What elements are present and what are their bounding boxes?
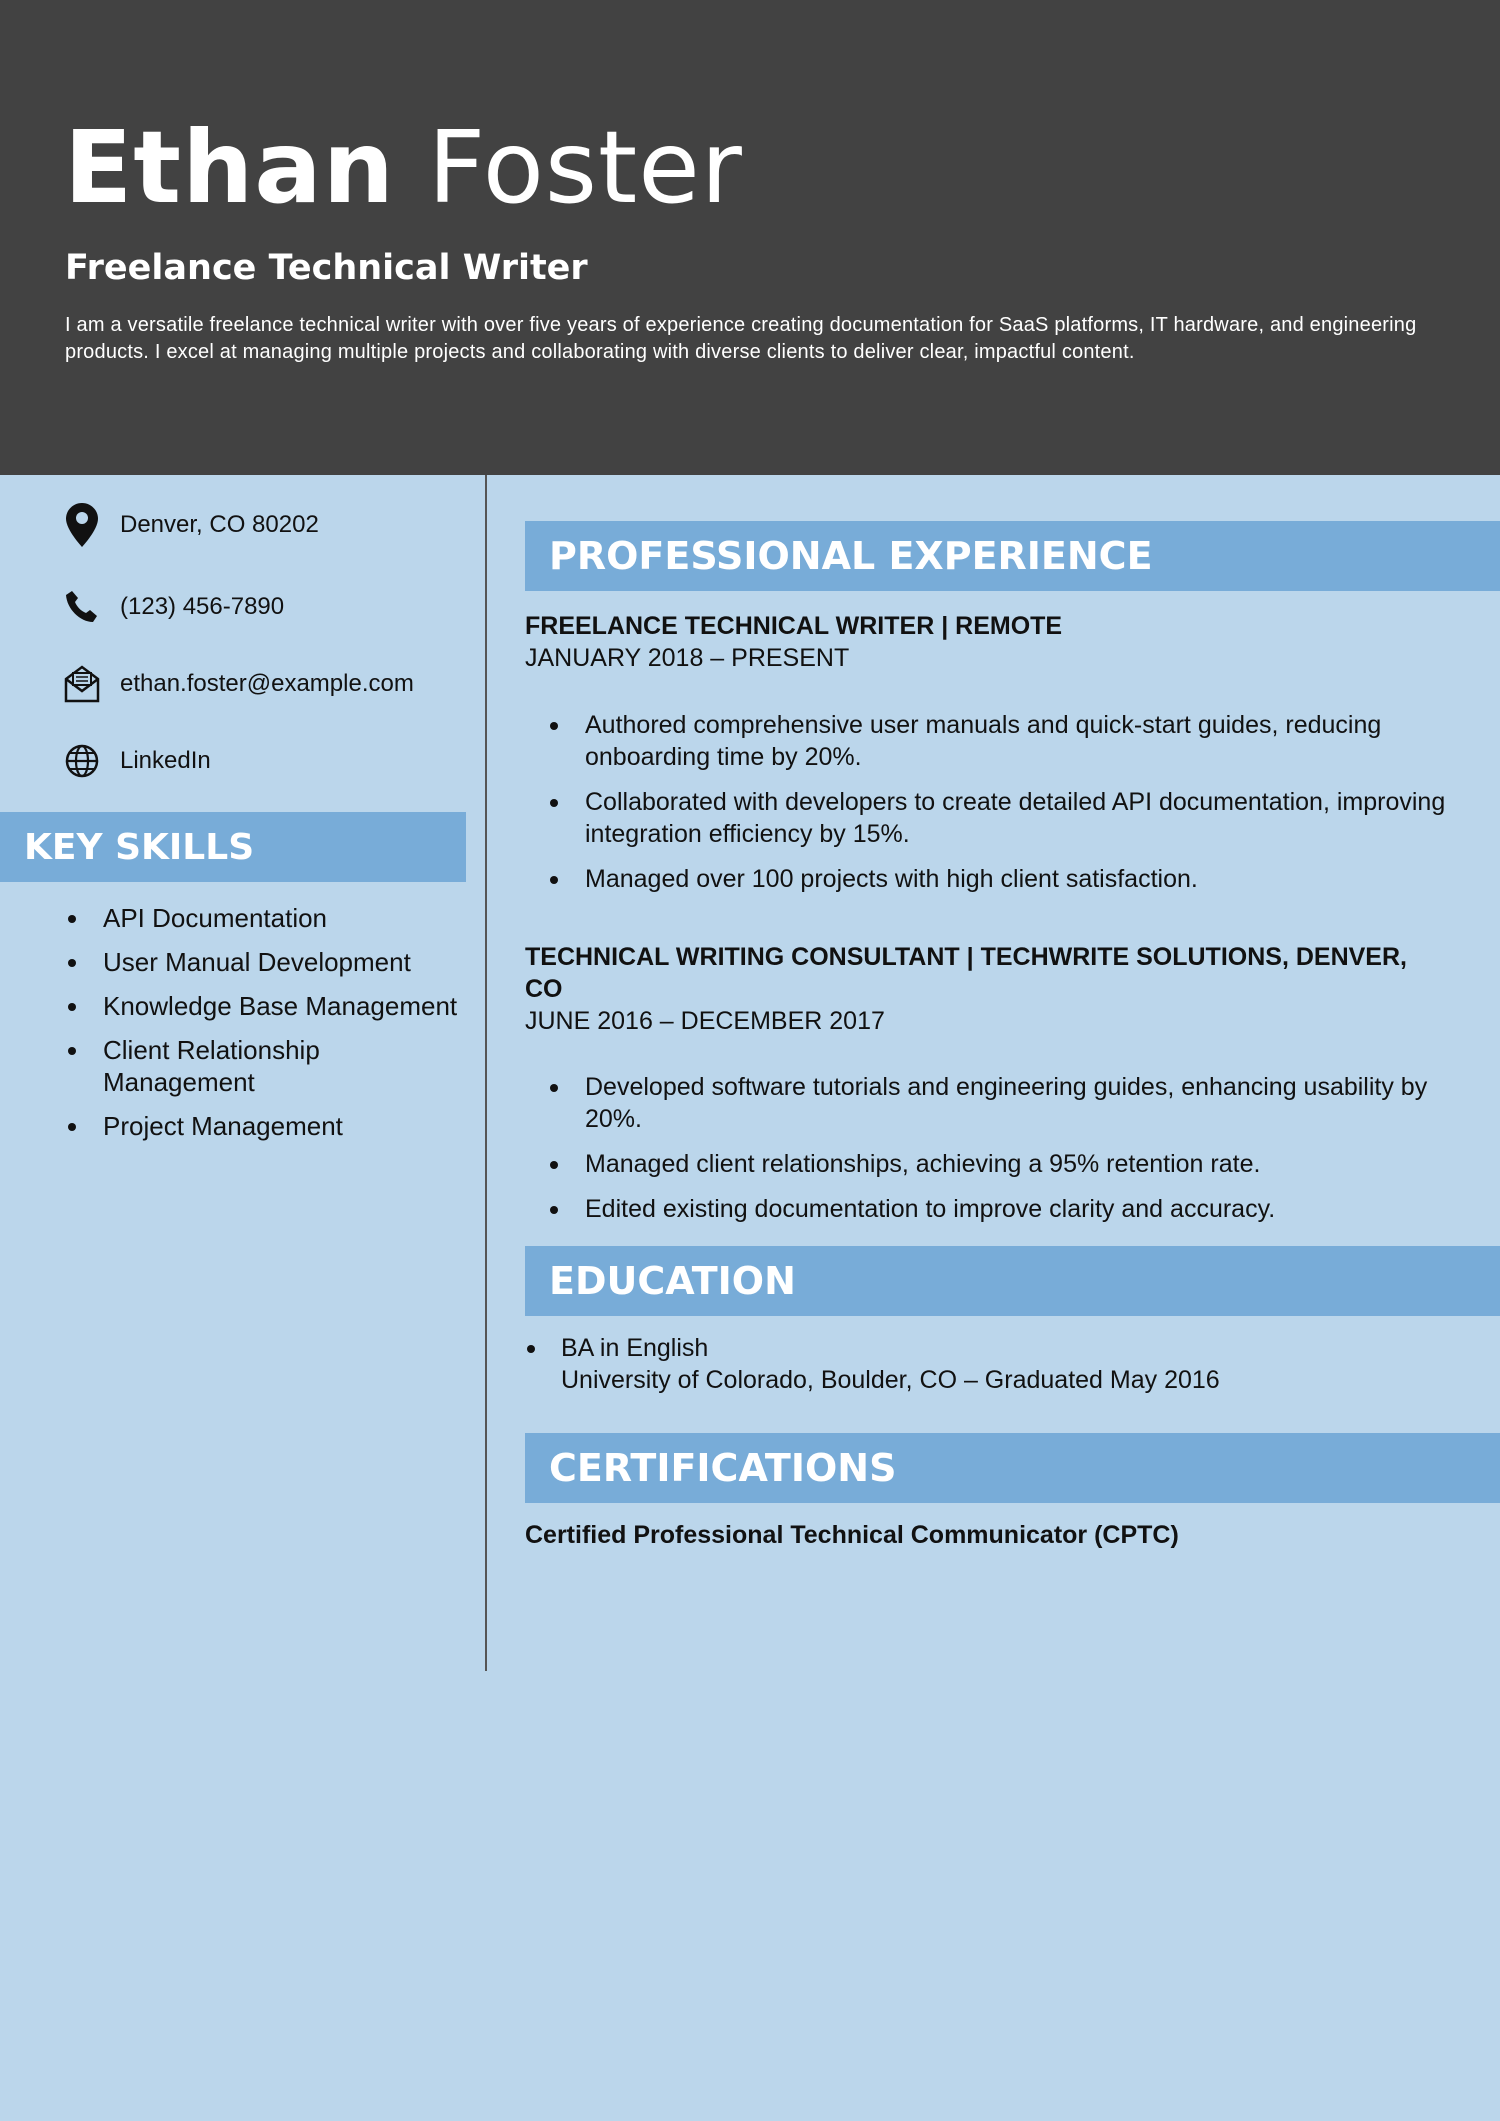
education-heading: EDUCATION — [525, 1246, 1500, 1316]
list-item: User Manual Development — [62, 946, 482, 978]
education-list — [525, 1332, 1455, 1396]
list-item: API Documentation — [62, 902, 482, 934]
experience-heading: PROFESSIONAL EXPERIENCE — [525, 521, 1500, 591]
school: University of Colorado, Boulder, CO – Graduated May 2016 — [561, 1366, 1220, 1394]
certification-item: Certified Professional Technical Communicator (CPTC) — [525, 1521, 1179, 1549]
certifications-heading: CERTIFICATIONS — [525, 1433, 1500, 1503]
key-skills-heading: KEY SKILLS — [0, 812, 466, 882]
list-item — [525, 1332, 1455, 1396]
list-item: Managed over 100 projects with high client satisfaction. — [525, 863, 1455, 895]
degree: BA in English — [561, 1334, 709, 1362]
map-pin-icon — [62, 502, 102, 548]
job-title: Freelance Technical Writer — [65, 248, 588, 288]
column-divider — [485, 475, 487, 1671]
first-name: Ethan — [64, 109, 395, 226]
list-item: Edited existing documentation to improve clarity and accuracy. — [525, 1193, 1455, 1225]
list-item: Developed software tutorials and engineering guides, enhancing usability by 20%. — [525, 1071, 1455, 1135]
contact-linkedin[interactable] — [62, 736, 211, 786]
list-item: Knowledge Base Management — [62, 990, 482, 1022]
globe-icon — [62, 738, 102, 784]
phone-icon — [62, 584, 102, 630]
list-item: Collaborated with developers to create detailed API documentation, improving integration efficiency by 15%. — [525, 786, 1455, 850]
skills-list — [62, 902, 482, 1154]
contact-location — [62, 500, 319, 550]
job-1-bullets — [525, 709, 1455, 908]
job-1-title: FREELANCE TECHNICAL WRITER | REMOTE — [525, 612, 1063, 640]
contact-phone — [62, 582, 284, 632]
email-text: ethan.foster@example.com — [120, 670, 414, 697]
list-item: Authored comprehensive user manuals and quick-start guides, reducing onboarding time by 20%. — [525, 709, 1455, 773]
job-1-dates: JANUARY 2018 – PRESENT — [525, 644, 850, 672]
job-2-dates: JUNE 2016 – DECEMBER 2017 — [525, 1007, 885, 1035]
job-2-bullets — [525, 1071, 1455, 1238]
professional-summary: I am a versatile freelance technical writer with over five years of experience creating documentation for SaaS platforms, IT hardware, and engineering products. I excel at managing multiple projects and collaborating with diverse clients to deliver clear, impactful content. — [65, 314, 1417, 363]
list-item: Managed client relationships, achieving a 95% retention rate. — [525, 1148, 1455, 1180]
list-item: Client Relationship Management — [62, 1034, 362, 1098]
contact-email — [62, 659, 414, 709]
location-text: Denver, CO 80202 — [120, 511, 319, 538]
linkedin-link[interactable]: LinkedIn — [120, 747, 211, 774]
email-icon — [62, 661, 102, 707]
job-2-title: TECHNICAL WRITING CONSULTANT | TECHWRITE SOLUTIONS, DENVER, CO — [525, 943, 1407, 1003]
list-item: Project Management — [62, 1110, 482, 1142]
phone-text: (123) 456-7890 — [120, 593, 285, 620]
candidate-name — [64, 108, 743, 228]
resume-header — [0, 0, 1500, 475]
last-name: Foster — [427, 109, 743, 226]
